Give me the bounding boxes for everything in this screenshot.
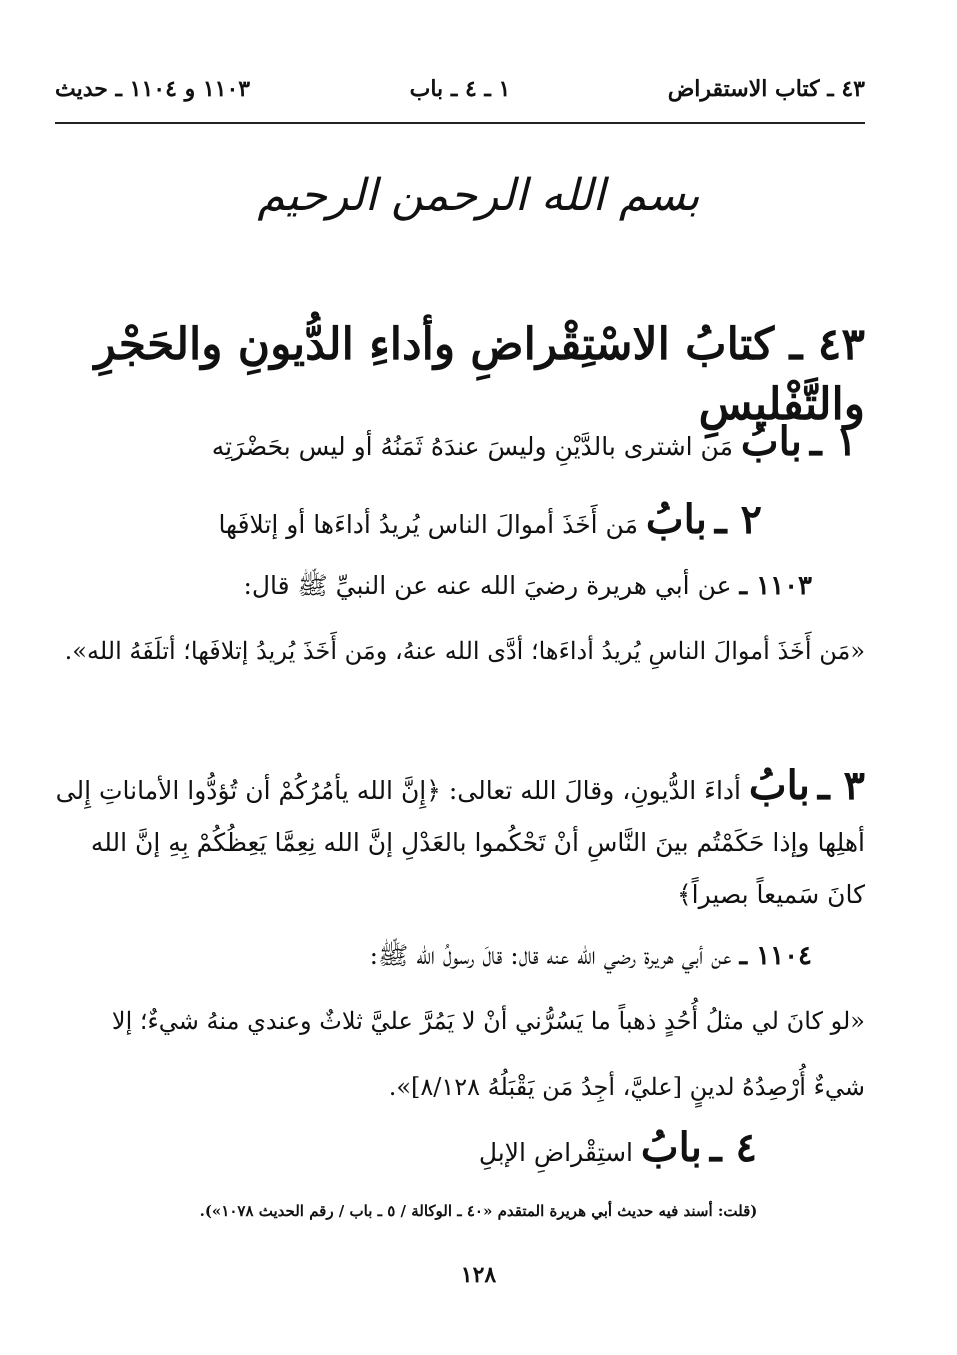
chapter-number: ٣ ـ [817, 762, 865, 809]
header-chapters: ١ ـ ٤ ـ باب [409, 76, 511, 102]
chapter-heading-2 [55, 498, 762, 547]
chapter-text: مَن اشترى بالدَّيْنِ وليسَ عندَهُ ثَمَنُهُ أو ليس بحَضْرَتِه [211, 432, 733, 461]
running-header [55, 70, 865, 110]
chapter-number: ٤ ـ [709, 1124, 757, 1171]
hadith-text-1103: «مَن أَخَذَ أموالَ الناسِ يُريدُ أداءَها؛ أدَّى الله عنهُ، ومَن أَخَذَ يُريدُ إتلافَها؛ أتلَفَهُ الله». [64, 637, 865, 665]
chapter-word: بابُ [748, 762, 810, 809]
chapter-number: ٢ ـ [714, 496, 762, 543]
chapter-text: أداءَ الدُّيونِ، وقالَ الله تعالى: ﴿إِنَّ الله يأمُرُكُمْ أن تُؤدُّوا الأماناتِ إِلى أهلِها وإذا حَكَمْتُم بينَ النَّاسِ أنْ تَحْكُموا بالعَدْلِ إنَّ الله نِعِمَّا يَعِظُكُمْ بِهِ إنَّ الله كانَ سَميعاً بصيراً﴾ [55, 776, 865, 909]
hadith-number: ١١٠٣ ـ [739, 571, 812, 601]
page-number: ١٢٨ [460, 1262, 497, 1288]
chapter-heading-3 [55, 760, 865, 921]
header-divider [55, 122, 865, 124]
chapter-word: بابُ [645, 496, 707, 543]
header-book-title: ٤٣ ـ كتاب الاستقراض [667, 76, 865, 102]
chapter-text: مَن أَخَذَ أموالَ الناس يُريدُ أداءَها أو إتلافَها [218, 510, 638, 539]
chapter-heading-1 [55, 420, 857, 469]
header-hadith-numbers: ١١٠٣ و ١١٠٤ ـ حديث [55, 76, 251, 102]
chapter-number: ١ ـ [809, 418, 857, 465]
chapter-word: بابُ [740, 418, 802, 465]
hadith-isnad: عن أبي هريرة رضيَ الله عنه عن النبيِّ ﷺ قال: [243, 571, 732, 600]
hadith-number: ١١٠٤ ـ [739, 941, 812, 971]
hadith-intro-1104 [55, 940, 812, 977]
chapter-text: استِقْراضِ الإبلِ [478, 1138, 633, 1167]
editor-note: (قلت: أسند فيه حديث أبي هريرة المتقدم «٤٠ ـ الوكالة / ٥ ـ باب / رقم الحديث ١٠٧٨»). [199, 1202, 758, 1220]
hadith-isnad: عن أبي هريرة رضي الله عنه قال: قالَ رسولُ الله ﷺ: [369, 941, 732, 970]
book-title: ٤٣ ـ كتابُ الاسْتِقْراضِ وأداءِ الدُّيونِ والحَجْرِ والتَّفْليسِ [94, 319, 865, 430]
chapter-word: بابُ [640, 1124, 702, 1171]
hadith-text-1104: «لو كانَ لي مثلُ أُحُدٍ ذهباً ما يَسُرُّني أنْ لا يَمُرَّ عليَّ ثلاثٌ وعندي منهُ شيءٌ؛ إلا شيءٌ أُرْصِدُهُ لدينٍ [عليَّ، أجِدُ مَن يَقْبَلُهُ ٨/١٢٨]». [111, 1007, 865, 1101]
hadith-intro-1103 [55, 570, 812, 607]
chapter-heading-4 [55, 1126, 757, 1175]
basmala-calligraphy: بسم الله الرحمن الرحيم [257, 170, 700, 221]
